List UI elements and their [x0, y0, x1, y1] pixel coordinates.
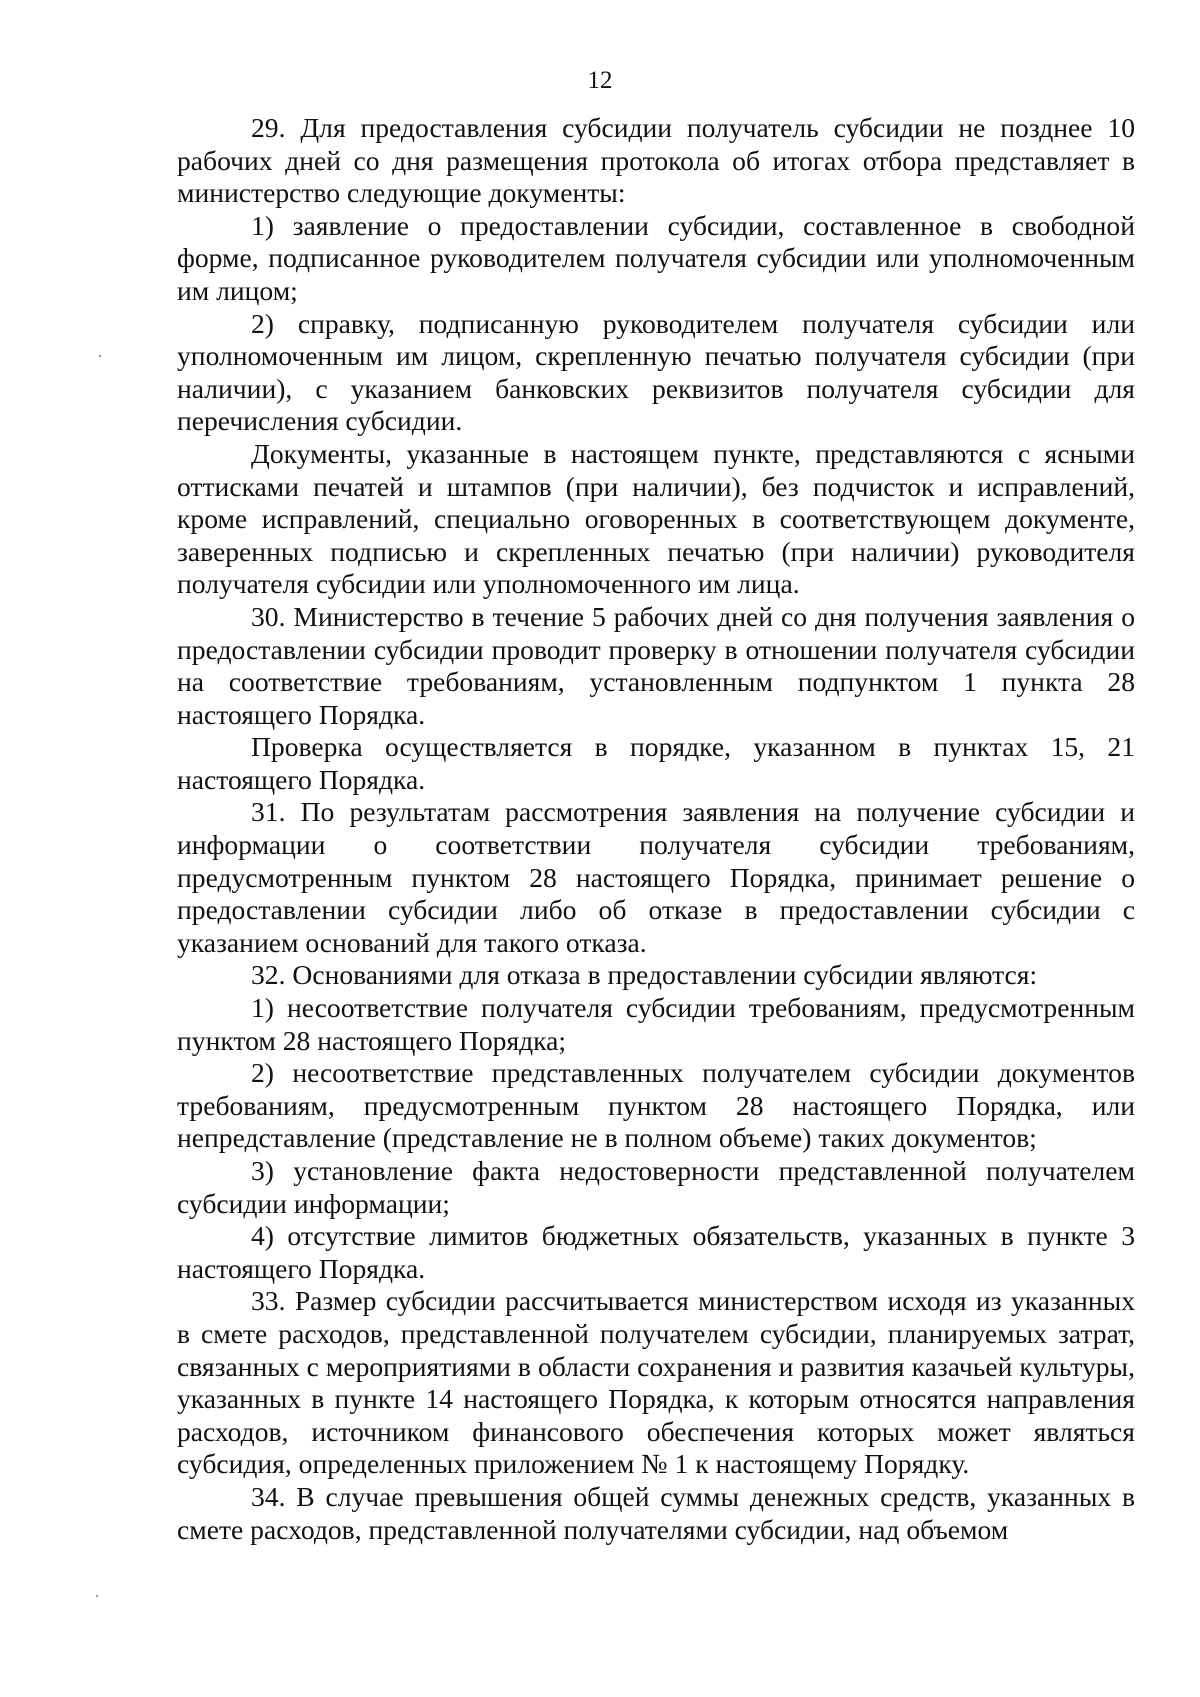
scan-speck — [96, 1595, 98, 1597]
paragraph-29-documents-note: Документы, указанные в настоящем пункте, представляются с ясными оттисками печатей и штампов (при наличии), без подчисток и исправлений, кроме исправлений, специально оговоренных в соответствующем документе, заверенных подписью и скрепленных печатью (при наличии) руководителя получателя субсидии или уполномоченного им лица. — [177, 437, 1135, 600]
scan-speck — [99, 355, 101, 357]
paragraph-29-item-2: 2) справку, подписанную руководителем получателя субсидии или уполномоченным им лицом, скрепленную печатью получателя субсидии (при наличии), с указанием банковских реквизитов получателя субсидии для перечисления субсидии. — [177, 307, 1135, 437]
paragraph-32-item-1: 1) несоответствие получателя субсидии требованиям, предусмотренным пунктом 28 настоящего Порядка; — [177, 992, 1135, 1056]
paragraph-30-check: Проверка осуществляется в порядке, указанном в пунктах 15, 21 настоящего Порядка. — [177, 731, 1135, 795]
paragraph-30: 30. Министерство в течение 5 рабочих дней со дня получения заявления о предоставлении субсидии проводит проверку в отношении получателя субсидии на соответствие требованиям, установленным подпунктом 1 пункта 28 настоящего Порядка. — [177, 600, 1135, 730]
paragraph-31: 31. По результатам рассмотрения заявления на получение субсидии и информации о соответствии получателя субсидии требованиям, предусмотренным пунктом 28 настоящего Порядка, принимает решение о предоставлении субсидии либо об отказе в предоставлении субсидии с указанием оснований для такого отказа. — [177, 796, 1135, 958]
paragraph-32-item-3: 3) установление факта недостоверности представленной получателем субсидии информации; — [177, 1155, 1135, 1219]
paragraph-34: 34. В случае превышения общей суммы денежных средств, указанных в смете расходов, представленной получателями субсидии, над объемом — [177, 1480, 1135, 1545]
paragraph-29-item-1: 1) заявление о предоставлении субсидии, составленное в свободной форме, подписанное руководителем получателя субсидии или уполномоченным им лицом; — [177, 209, 1135, 306]
document-body — [177, 112, 1135, 1546]
paragraph-29: 29. Для предоставления субсидии получатель субсидии не позднее 10 рабочих дней со дня размещения протокола об итогах отбора представляет в министерство следующие документы: — [177, 112, 1135, 209]
page-number: 12 — [587, 67, 613, 94]
paragraph-32-item-4: 4) отсутствие лимитов бюджетных обязательств, указанных в пункте 3 настоящего Порядка. — [177, 1220, 1135, 1284]
paragraph-32: 32. Основаниями для отказа в предоставлении субсидии являются: — [251, 959, 1038, 991]
paragraph-32-item-2: 2) несоответствие представленных получателем субсидии документов требованиям, предусмотренным пунктом 28 настоящего Порядка, или непредставление (представление не в полном объеме) таких документов; — [177, 1057, 1135, 1154]
paragraph-33: 33. Размер субсидии рассчитывается министерством исходя из указанных в смете расходов, представленной получателем субсидии, планируемых затрат, связанных с мероприятиями в области сохранения и развития казачьей культуры, указанных в пункте 14 настоящего Порядка, к которым относятся направления расходов, источником финансового обеспечения которых может являться субсидия, определенных приложением № 1 к настоящему Порядку. — [177, 1285, 1135, 1480]
